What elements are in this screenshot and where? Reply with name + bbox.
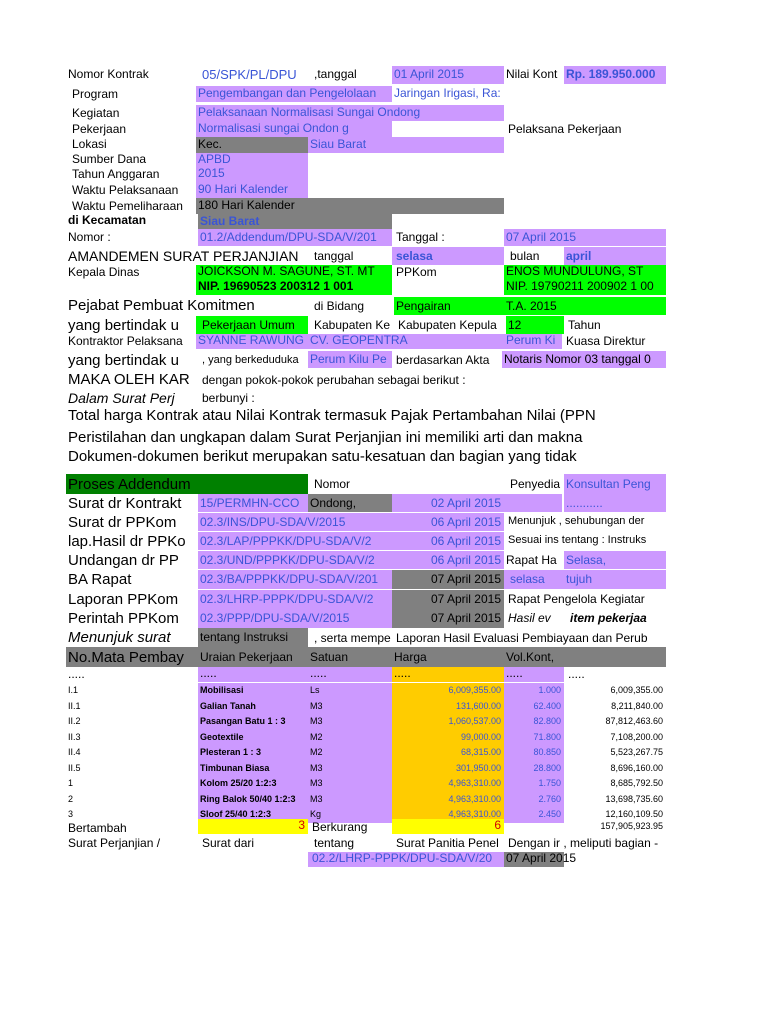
waktu-pemeliharaan-value: 180 Hari Kalender — [196, 198, 504, 214]
amandemen-bulan: april — [564, 247, 666, 265]
table-cell-uraian: Pasangan Batu 1 : 3 — [198, 714, 308, 730]
lokasi-label: Lokasi — [72, 137, 107, 151]
proses-nomor-label: Nomor — [314, 477, 351, 491]
kuasa-direktur: Kuasa Direktur — [566, 334, 646, 348]
table-cell-satuan: Kg — [308, 807, 392, 823]
kegiatan-value: Pelaksanaan Normalisasi Sungai Ondong — [196, 105, 504, 121]
table-cell-vol: 2.760 — [504, 792, 564, 808]
pejabat-label: Pejabat Pembuat Komitmen — [68, 297, 255, 314]
table-cell-vol: 2.450 — [504, 807, 564, 823]
table-header-vol: Vol.Kont, — [504, 647, 564, 667]
table-dots: ..... — [568, 667, 585, 681]
bertambah-label: Bertambah — [68, 821, 127, 835]
table-cell-jumlah: 13,698,735.60 — [605, 793, 663, 804]
surat-perjanjian-label: Surat Perjanjian / — [68, 836, 161, 850]
table-cell-uraian: Galian Tanah — [198, 699, 308, 715]
table-cell-satuan: M3 — [308, 761, 392, 777]
perum-value: Perum Ki — [504, 334, 562, 349]
table-header-harga: Harga — [392, 647, 504, 667]
surat-dari-label: Surat dari — [202, 836, 255, 850]
sumber-dana-label: Sumber Dana — [72, 152, 147, 166]
footer-tanggal: 07 April 2015 — [506, 851, 577, 865]
table-cell-no: 2 — [68, 793, 74, 804]
nip-ppkom: NIP. 19790211 200902 1 00 — [504, 280, 666, 295]
table-cell-harga: 4,963,310.00 — [392, 776, 504, 792]
table-cell-vol: 71.800 — [504, 730, 564, 746]
kontraktor-cv: CV. GEOPENTRA — [308, 334, 504, 349]
table-cell-uraian: Ring Balok 50/40 1:2:3 — [198, 792, 308, 808]
kegiatan-label: Kegiatan — [72, 106, 120, 120]
table-header-no: No.Mata Pembay — [66, 647, 198, 667]
nomor-kontrak-value: 05/SPK/PL/DPU — [202, 67, 297, 82]
pokok-perubahan: dengan pokok-pokok perubahan sebagai berikut : — [202, 373, 466, 387]
table-cell-no: II.3 — [68, 731, 81, 742]
bertindak-label-2: yang bertindak u — [68, 352, 179, 369]
notaris-value: Notaris Nomor 03 tanggal 0 — [502, 351, 666, 368]
proses-row-tanggal: 07 April 2015 — [392, 570, 504, 589]
table-cell-satuan: M2 — [308, 730, 392, 746]
proses-row-note: Sesuai ins tentang : Instruks — [508, 534, 647, 546]
proses-row-note: selasa — [504, 570, 564, 589]
table-cell-harga: 6,009,355.00 — [392, 683, 504, 699]
table-cell-jumlah: 7,108,200.00 — [610, 731, 663, 742]
nip-kepala-dinas: NIP. 19690523 200312 1 001 — [196, 280, 392, 295]
proses-row-tanggal: 07 April 2015 — [392, 590, 504, 609]
serta-label: , serta mempe — [314, 631, 391, 645]
program-value-2: Jaringan Irigasi, Ra: — [394, 86, 501, 100]
nilai-kontrak-value: Rp. 189.950.000 — [564, 66, 666, 84]
table-cell-satuan: Ls — [308, 683, 392, 699]
table-cell-jumlah: 5,523,267.75 — [610, 747, 663, 757]
bertindak-label-1: yang bertindak u — [68, 317, 179, 334]
tahun-anggaran-value: 2015 — [196, 167, 308, 182]
table-cell-uraian: Plesteran 1 : 3 — [198, 745, 308, 761]
proses-row-note: Rapat Pengelola Kegiatar — [508, 592, 645, 606]
proses-row-label: BA Rapat — [68, 571, 132, 588]
table-cell-harga: 131,600.00 — [392, 699, 504, 715]
proses-row-nomor: 02.3/PPP/DPU-SDA/V/2015 — [198, 609, 392, 628]
total-harga-text: Total harga Kontrak atau Nilai Kontrak termasuk Pajak Pertambahan Nilai (PPN — [68, 407, 596, 424]
proses-row-tanggal: 02 April 2015 — [392, 494, 504, 512]
table-cell-jumlah: 8,211,840.00 — [611, 700, 663, 711]
table-cell-uraian: Kolom 25/20 1:2:3 — [198, 776, 308, 792]
pekerjaan-label: Pekerjaan — [72, 122, 127, 136]
kecamatan-value: Siau Barat — [198, 214, 392, 230]
table-cell-harga: 4,963,310.00 — [392, 792, 504, 808]
proses-row-label: Laporan PPKom — [68, 591, 179, 608]
nomor-addendum-value: 01.2/Addendum/DPU-SDA/V/201 — [198, 229, 392, 246]
proses-row-tanggal: 07 April 2015 — [392, 609, 504, 628]
proses-row-note: Menunjuk , sehubungan der — [508, 515, 645, 527]
table-cell-jumlah: 12,160,109.50 — [605, 809, 663, 819]
kontraktor-label: Kontraktor Pelaksana — [68, 334, 183, 348]
table-header-uraian: Uraian Pekerjaan — [198, 647, 308, 667]
menunjuk-surat-label: Menunjuk surat — [68, 629, 171, 646]
table-cell-uraian: Sloof 25/40 1:2:3 — [198, 807, 308, 823]
table-cell-harga: 301,950.00 — [392, 761, 504, 777]
di-bidang-label: di Bidang — [314, 299, 365, 313]
lokasi-value: Siau Barat — [308, 137, 504, 153]
proses-row-tanggal: 06 April 2015 — [392, 532, 504, 550]
laporan-evaluasi: Laporan Hasil Evaluasi Pembiayaan dan Perub — [396, 631, 648, 645]
proses-row-note: Hasil ev — [508, 611, 551, 625]
proses-row-note: ........... — [564, 494, 666, 512]
table-cell-vol: 1.750 — [504, 776, 564, 792]
table-dots: ..... — [68, 667, 85, 681]
table-cell-harga: 4,963,310.00 — [392, 807, 504, 823]
proses-row-nomor: 15/PERMHN-CCO — [198, 494, 308, 512]
proses-row-note: Rapat Ha — [506, 553, 557, 567]
tahun-anggaran-ta: T.A. 2015 — [504, 297, 666, 315]
amandemen-hari: selasa — [392, 247, 504, 265]
proses-row-label: Surat dr Kontrakt — [68, 495, 182, 512]
amandemen-tanggal-label: tanggal — [314, 249, 354, 263]
kepala-dinas-label: Kepala Dinas — [68, 265, 140, 279]
tanggal-addendum-label: Tanggal : — [396, 230, 445, 244]
tanggal-label: ,tanggal — [314, 67, 357, 81]
lokasi-kec: Kec. — [196, 137, 308, 153]
berbunyi-label: berbunyi : — [202, 391, 255, 405]
table-cell-no: II.5 — [68, 762, 81, 773]
proses-row-label: Undangan dr PP — [68, 552, 179, 569]
dengan-label: Dengan ir , meliputi bagian - — [508, 836, 659, 850]
amandemen-title: AMANDEMEN SURAT PERJANJIAN — [68, 248, 299, 264]
table-cell-no: II.2 — [68, 716, 81, 726]
table-cell-harga: 99,000.00 — [392, 730, 504, 746]
table-cell-uraian: Geotextile — [198, 730, 308, 746]
berdasarkan-akta: berdasarkan Akta — [396, 353, 490, 367]
table-dots: ..... — [504, 667, 564, 682]
proses-row-tanggal: 06 April 2015 — [392, 551, 504, 569]
kecamatan-label: di Kecamatan — [68, 213, 147, 227]
kabupaten-num: 12 — [506, 316, 564, 334]
proses-row-note-2: tujuh — [564, 570, 666, 589]
proses-addendum-title: Proses Addendum — [66, 474, 308, 494]
kabupaten-label: Kabupaten Ke — [314, 318, 391, 332]
table-cell-no: II.4 — [68, 747, 81, 757]
footer-nomor: 02.2/LHRP-PPPK/DPU-SDA/V/20 — [308, 852, 504, 867]
table-cell-no: II.1 — [68, 700, 81, 711]
program-value: Pengembangan dan Pengelolaan — [196, 86, 392, 102]
kepala-dinas-value: JOICKSON M. SAGUNE, ST. MT — [196, 265, 392, 280]
amandemen-bulan-label: bulan — [510, 249, 540, 263]
dalam-surat-label: Dalam Surat Perj — [68, 390, 175, 406]
table-cell-jumlah: 8,696,160.00 — [610, 762, 663, 773]
proses-row-nomor: 02.3/INS/DPU-SDA/V/2015 — [198, 513, 392, 531]
nomor-addendum-label: Nomor : — [68, 230, 111, 244]
table-cell-no: 1 — [68, 778, 74, 788]
table-cell-uraian: Timbunan Biasa — [198, 761, 308, 777]
table-cell-satuan: M3 — [308, 699, 392, 715]
proses-row-note-2: item pekerjaa — [570, 611, 647, 625]
proses-row-label: lap.Hasil dr PPKo — [68, 533, 186, 550]
proses-row-nomor: 02.3/BA/PPPKK/DPU-SDA/V/201 — [198, 570, 392, 589]
pelaksana-pekerjaan-label: Pelaksana Pekerjaan — [508, 122, 622, 136]
table-dots: ..... — [198, 667, 308, 682]
program-label: Program — [72, 87, 119, 101]
penyedia-label: Penyedia — [510, 477, 561, 491]
table-cell-jumlah: 87,812,463.60 — [605, 716, 663, 726]
table-cell-satuan: M3 — [308, 714, 392, 730]
table-cell-vol: 1.000 — [504, 683, 564, 699]
ppkom-label: PPKom — [396, 265, 437, 279]
table-cell-vol: 28.800 — [504, 761, 564, 777]
table-cell-jumlah: 6,009,355.00 — [610, 685, 663, 695]
kabupaten-value: Kabupaten Kepula — [398, 318, 497, 332]
table-cell-vol: 80.850 — [504, 745, 564, 761]
pekerjaan-value: Normalisasi sungai Ondon g — [196, 121, 392, 137]
waktu-pelaksanaan-value: 90 Hari Kalender — [196, 182, 308, 198]
table-cell-uraian: Mobilisasi — [198, 683, 308, 699]
berkurang-value: 6 — [392, 819, 504, 834]
panitia-label: Surat Panitia Penel — [396, 836, 499, 850]
berkurang-label: Berkurang — [312, 820, 368, 834]
tahun-anggaran-label: Tahun Anggaran — [72, 167, 160, 181]
table-cell-satuan: M2 — [308, 745, 392, 761]
peristilahan-text: Peristilahan dan ungkapan dalam Surat Perjanjian ini memiliki arti dan makna — [68, 429, 583, 446]
instruksi-value: tentang Instruksi — [198, 628, 308, 647]
kontraktor-name: SYANNE RAWUNG — [196, 334, 308, 349]
proses-row-extra: Ondong, — [308, 494, 392, 512]
table-cell-vol: 62.400 — [504, 699, 564, 715]
berkedudukan-label: , yang berkeduduka — [202, 354, 299, 366]
table-dots: ..... — [392, 667, 504, 682]
table-header-jumlah — [564, 647, 666, 667]
tentang-label: tentang — [314, 836, 355, 850]
table-cell-harga: 1,060,537.00 — [392, 714, 504, 730]
table-cell-satuan: M3 — [308, 776, 392, 792]
table-header-satuan: Satuan — [308, 647, 392, 667]
table-cell-no: I.1 — [68, 685, 79, 695]
table-cell-satuan: M3 — [308, 792, 392, 808]
nilai-kontrak-label: Nilai Kont — [506, 67, 558, 81]
perum-kilu: Perum Kilu Pe — [308, 351, 392, 368]
proses-row-label: Perintah PPKom — [68, 610, 179, 627]
bidang-value: Pengairan — [394, 297, 504, 315]
table-cell-no: 3 — [68, 809, 74, 819]
bertambah-value: 3 — [198, 819, 308, 834]
pekerjaan-umum-value: Pekerjaan Umum — [196, 316, 308, 334]
proses-row-note-bg — [504, 494, 562, 512]
dokumen-text: Dokumen-dokumen berikut merupakan satu-kesatuan dan bagian yang tidak — [68, 448, 577, 465]
proses-row-label: Surat dr PPKom — [68, 514, 177, 531]
table-total: 157,905,923.95 — [600, 821, 663, 831]
maka-label: MAKA OLEH KAR — [68, 371, 190, 388]
ppkom-value: ENOS MUNDULUNG, ST — [504, 265, 666, 280]
waktu-pemeliharaan-label: Waktu Pemeliharaan — [72, 199, 183, 213]
table-cell-harga: 68,315.00 — [392, 745, 504, 761]
nomor-kontrak-label: Nomor Kontrak — [68, 67, 149, 81]
tahun-word: Tahun — [568, 318, 601, 332]
proses-row-tanggal: 06 April 2015 — [392, 513, 504, 531]
waktu-pelaksanaan-label: Waktu Pelaksanaan — [72, 183, 179, 197]
proses-row-nomor: 02.3/LAP/PPPKK/DPU-SDA/V/2 — [198, 532, 392, 550]
proses-row-nomor: 02.3/UND/PPPKK/DPU-SDA/V/2 — [198, 551, 392, 569]
table-cell-vol: 82.800 — [504, 714, 564, 730]
proses-row-note-2: Selasa, — [564, 551, 666, 569]
penyedia-value: Konsultan Peng — [564, 474, 666, 494]
sumber-dana-value: APBD — [196, 153, 308, 167]
tanggal-addendum-value: 07 April 2015 — [504, 229, 666, 246]
table-cell-jumlah: 8,685,792.50 — [610, 778, 663, 788]
tanggal-kontrak-value: 01 April 2015 — [392, 66, 504, 84]
table-dots: ..... — [308, 667, 392, 682]
proses-row-nomor: 02.3/LHRP-PPPK/DPU-SDA/V/2 — [198, 590, 392, 609]
